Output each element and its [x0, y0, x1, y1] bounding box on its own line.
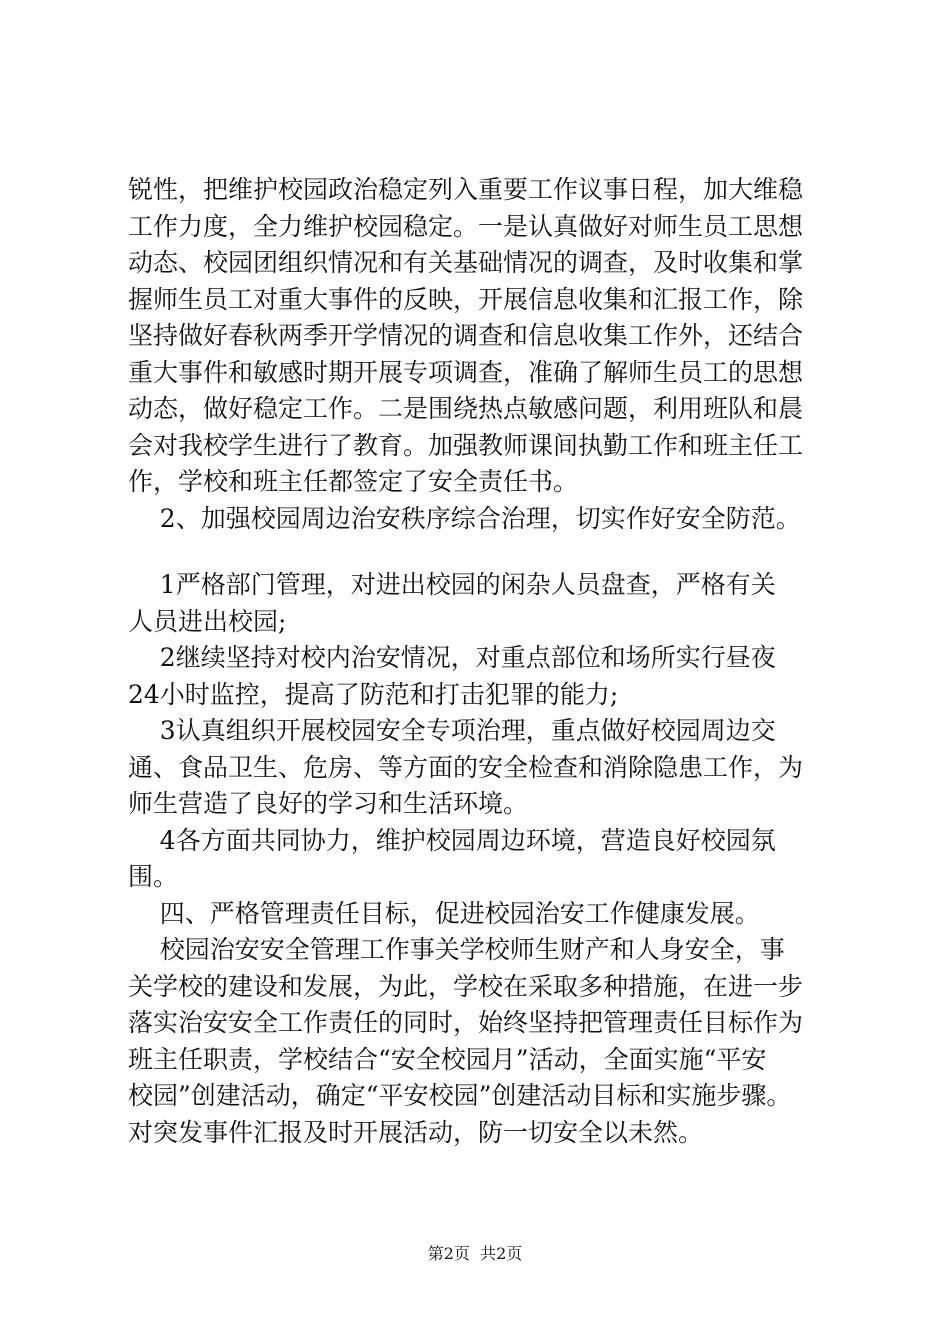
paragraph-item-3: [128, 713, 848, 823]
text-line: 四、严格管理责任目标，促进校园治安工作健康发展。: [128, 898, 760, 928]
text-line: 班主任职责，学校结合“安全校园月”活动，全面实施“平安: [128, 1044, 767, 1074]
text-line: 重大事件和敏感时期开展专项调查，准确了解师生员工的思想: [128, 357, 804, 387]
paragraph-item-1: [128, 567, 848, 640]
page-footer: [0, 1244, 950, 1264]
paragraph-stability-work: [128, 172, 848, 501]
text-line: 2、加强校园周边治安秩序综合治理，切实作好安全防范。: [128, 503, 801, 533]
text-line: 2继续坚持对校内治安情况，对重点部位和场所实行昼夜: [128, 643, 776, 672]
text-line: 通、食品卫生、危房、等方面的安全检查和消除隐患工作，为: [128, 752, 804, 782]
text-line: 校园”创建活动，确定“平安校园”创建活动目标和实施步骤。: [128, 1081, 792, 1110]
text-line: 动态、校园团组织情况和有关基础情况的调查，及时收集和掌: [128, 248, 804, 277]
paragraph-item-2: [128, 640, 848, 713]
paragraph-item-4: [128, 823, 848, 896]
document-body: [128, 172, 848, 1151]
text-line: 坚持做好春秋两季开学情况的调查和信息收集工作外，还结合: [128, 321, 804, 350]
text-line: 作，学校和班主任都签定了安全责任书。: [128, 467, 579, 496]
text-line: 人员进出校园;: [128, 606, 287, 636]
text-line: 工作力度，全力维护校园稳定。一是认真做好对师生员工思想: [128, 211, 804, 241]
text-line: 动态，做好稳定工作。二是围绕热点敏感问题，利用班队和晨: [128, 394, 804, 423]
text-line: 围。: [128, 862, 179, 891]
page-number-label: 第2页 共2页: [427, 1244, 523, 1263]
section-heading-campus-surroundings: [128, 501, 848, 538]
section-heading-management-goals: [128, 896, 848, 933]
text-line: 对突发事件汇报及时开展活动，防一切安全以未然。: [128, 1117, 704, 1147]
text-line: 校园治安安全管理工作事关学校师生财产和人身安全，事: [128, 935, 785, 964]
text-line: 锐性，把维护校园政治稳定列入重要工作议事日程，加大维稳: [128, 175, 804, 204]
text-line: 关学校的建设和发展，为此，学校在采取多种措施，在进一步: [128, 971, 804, 1001]
text-line: 3认真组织开展校园安全专项治理，重点做好校园周边交: [128, 716, 776, 745]
blank-space: [128, 537, 848, 567]
text-line: 师生营造了良好的学习和生活环境。: [128, 789, 529, 818]
text-line: 握师生员工对重大事件的反映，开展信息收集和汇报工作，除: [128, 284, 804, 314]
text-line: 1严格部门管理，对进出校园的闲杂人员盘查，严格有关: [128, 570, 776, 599]
text-line: 4各方面共同协力，维护校园周边环境，营造良好校园氛: [128, 825, 776, 855]
paragraph-management-goals: [128, 932, 848, 1151]
text-line: 会对我校学生进行了教育。加强教师课间执勤工作和班主任工: [128, 430, 804, 460]
text-line: 24小时监控，提高了防范和打击犯罪的能力;: [128, 679, 619, 709]
text-line: 落实治安安全工作责任的同时，始终坚持把管理责任目标作为: [128, 1008, 804, 1037]
